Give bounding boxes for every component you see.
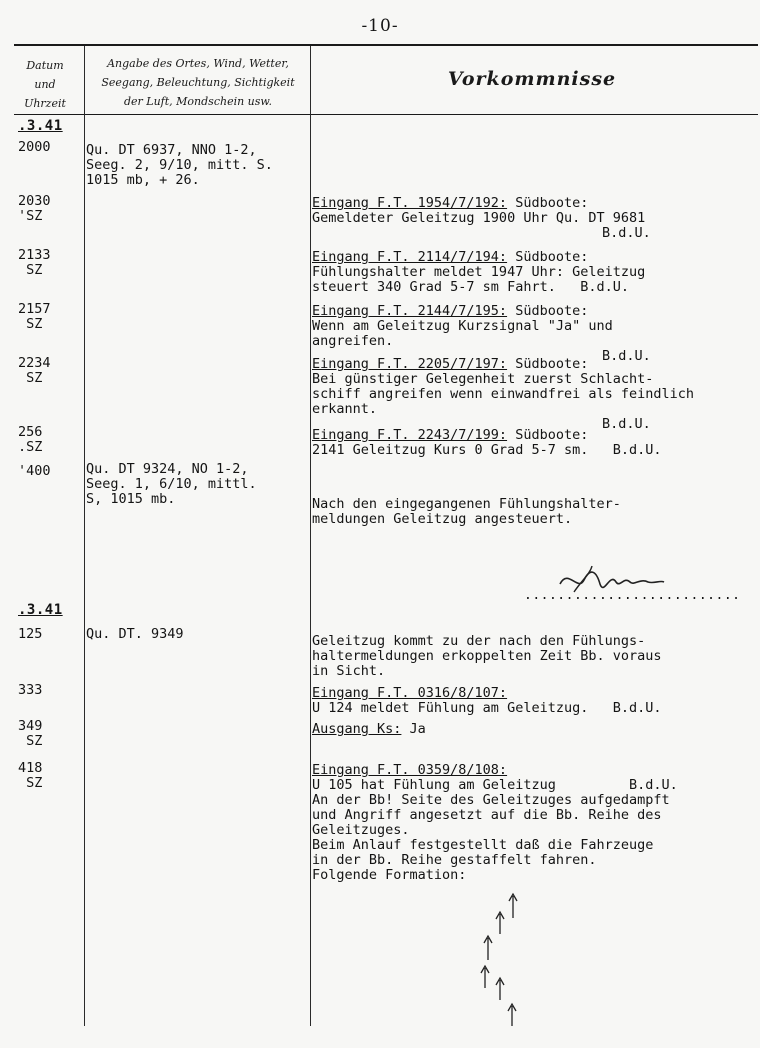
- entry-text-line: Fühlungshalter meldet 1947 Uhr: Geleitzug: [312, 265, 646, 280]
- top-rule: [14, 44, 758, 46]
- entry-text-line: Gemeldeter Geleitzug 1900 Uhr Qu. DT 9681: [312, 211, 646, 226]
- entry-text-line: Wenn am Geleitzug Kurzsignal "Ja" und: [312, 319, 613, 334]
- time-cell: 418 SZ: [18, 760, 43, 791]
- time-cell: 2133 SZ: [18, 247, 51, 278]
- header-place: [86, 54, 310, 111]
- date-label: .3.41: [18, 602, 63, 618]
- entry-heading-suffix: Südboote:: [507, 196, 589, 211]
- event-entry: [312, 722, 758, 737]
- time-cell: 2000: [18, 139, 51, 155]
- time-cell: 333: [18, 682, 43, 698]
- signature-dotted-line: ..........................: [524, 588, 741, 603]
- entry-heading-suffix: Südboote:: [507, 428, 589, 443]
- entry-text-line: steuert 340 Grad 5-7 sm Fahrt. B.d.U.: [312, 280, 629, 295]
- event-entry: [312, 497, 758, 527]
- entry-text-line: schiff angreifen wenn einwandfrei als feindlich: [312, 387, 695, 402]
- entry-text-line: U 124 meldet Fühlung am Geleitzug. B.d.U.: [312, 701, 662, 716]
- header-date-line: Uhrzeit: [24, 97, 66, 110]
- header-place-line: Seegang, Beleuchtung, Sichtigkeit: [101, 76, 295, 89]
- entry-text-line: angreifen.: [312, 334, 394, 349]
- entry-text-line: und Angriff angesetzt auf die Bb. Reihe des: [312, 808, 662, 823]
- header-date-line: Datum: [26, 59, 64, 72]
- entry-heading-suffix: Ja: [401, 722, 426, 737]
- entry-text-line: Geleitzuges.: [312, 823, 410, 838]
- time-cell: 2157 SZ: [18, 301, 51, 332]
- event-entry: [312, 304, 758, 364]
- entry-heading: Eingang F.T. 0359/8/108:: [312, 763, 508, 778]
- entry-heading-line: [312, 250, 758, 265]
- column-divider-1: [84, 46, 85, 1026]
- entry-heading: Eingang F.T. 2205/7/197:: [312, 357, 508, 372]
- entry-heading-suffix: Südboote:: [507, 304, 589, 319]
- entry-text-line: An der Bb! Seite des Geleitzuges aufgedampft: [312, 793, 670, 808]
- entry-heading-line: [312, 722, 758, 737]
- entry-text-line: meldungen Geleitzug angesteuert.: [312, 512, 573, 527]
- entry-text-line: Beim Anlauf festgestellt daß die Fahrzeuge: [312, 838, 654, 853]
- column-divider-2: [310, 46, 311, 1026]
- entry-text-line: haltermeldungen erkoppelten Zeit Bb. voraus: [312, 649, 662, 664]
- entry-text-line: Geleitzug kommt zu der nach den Fühlungs-: [312, 634, 646, 649]
- entry-text-line: Nach den eingegangenen Fühlungshalter-: [312, 497, 621, 512]
- page-number: -10-: [361, 16, 399, 36]
- event-entry: [312, 686, 758, 716]
- event-entry: [312, 763, 758, 883]
- entry-signature: B.d.U.: [602, 348, 651, 364]
- entry-heading-line: [312, 763, 758, 778]
- entry-heading: Ausgang Ks:: [312, 722, 402, 737]
- entry-heading-line: [312, 304, 758, 319]
- entry-heading: Eingang F.T. 2243/7/199:: [312, 428, 508, 443]
- event-entry: [312, 250, 758, 295]
- place-cell: Qu. DT. 9349: [86, 626, 184, 642]
- time-cell: 349 SZ: [18, 718, 43, 749]
- entry-heading: Eingang F.T. 2144/7/195:: [312, 304, 508, 319]
- entry-heading-line: [312, 196, 758, 211]
- entry-heading-line: [312, 357, 758, 372]
- event-entry: [312, 634, 758, 679]
- time-cell: '400: [18, 463, 51, 479]
- entry-heading-line: [312, 428, 758, 443]
- entry-text-line: Folgende Formation:: [312, 868, 467, 883]
- entry-text-line: in der Bb. Reihe gestaffelt fahren.: [312, 853, 597, 868]
- place-cell: Qu. DT 6937, NNO 1-2, Seeg. 2, 9/10, mitt. S. 1015 mb, + 26.: [86, 142, 273, 188]
- header-events: Vorkommnisse: [447, 68, 617, 90]
- event-entry: [312, 196, 758, 241]
- time-cell: 125: [18, 626, 43, 642]
- entry-text-line: in Sicht.: [312, 664, 386, 679]
- entry-heading-line: [312, 686, 758, 701]
- header-date-time: [14, 56, 76, 113]
- header-date-line: und: [34, 78, 56, 91]
- entry-heading-suffix: Südboote:: [507, 357, 589, 372]
- entry-heading-suffix: Südboote:: [507, 250, 589, 265]
- entry-signature: B.d.U.: [602, 416, 651, 432]
- event-entry: [312, 428, 758, 458]
- date-label: .3.41: [18, 118, 63, 134]
- event-entry: [312, 357, 758, 432]
- entry-text-line: 2141 Geleitzug Kurs 0 Grad 5-7 sm. B.d.U.: [312, 443, 662, 458]
- time-cell: 2030 'SZ: [18, 193, 51, 224]
- place-cell: Qu. DT 9324, NO 1-2, Seeg. 1, 6/10, mittl. S, 1015 mb.: [86, 461, 257, 507]
- header-rule: [14, 114, 758, 115]
- entry-text-line: erkannt.: [312, 402, 378, 417]
- header-place-line: der Luft, Mondschein usw.: [123, 95, 273, 108]
- entry-heading: Eingang F.T. 2114/7/194:: [312, 250, 508, 265]
- header-place-line: Angabe des Ortes, Wind, Wetter,: [107, 57, 289, 70]
- entry-text-line: U 105 hat Fühlung am Geleitzug B.d.U.: [312, 778, 678, 793]
- formation-sketch-arrows: [470, 888, 540, 1028]
- time-cell: 256 .SZ: [18, 424, 43, 455]
- entry-heading: Eingang F.T. 1954/7/192:: [312, 196, 508, 211]
- time-cell: 2234 SZ: [18, 355, 51, 386]
- entry-text-line: Bei günstiger Gelegenheit zuerst Schlacht-: [312, 372, 654, 387]
- entry-heading: Eingang F.T. 0316/8/107:: [312, 686, 508, 701]
- entry-signature: B.d.U.: [602, 225, 651, 241]
